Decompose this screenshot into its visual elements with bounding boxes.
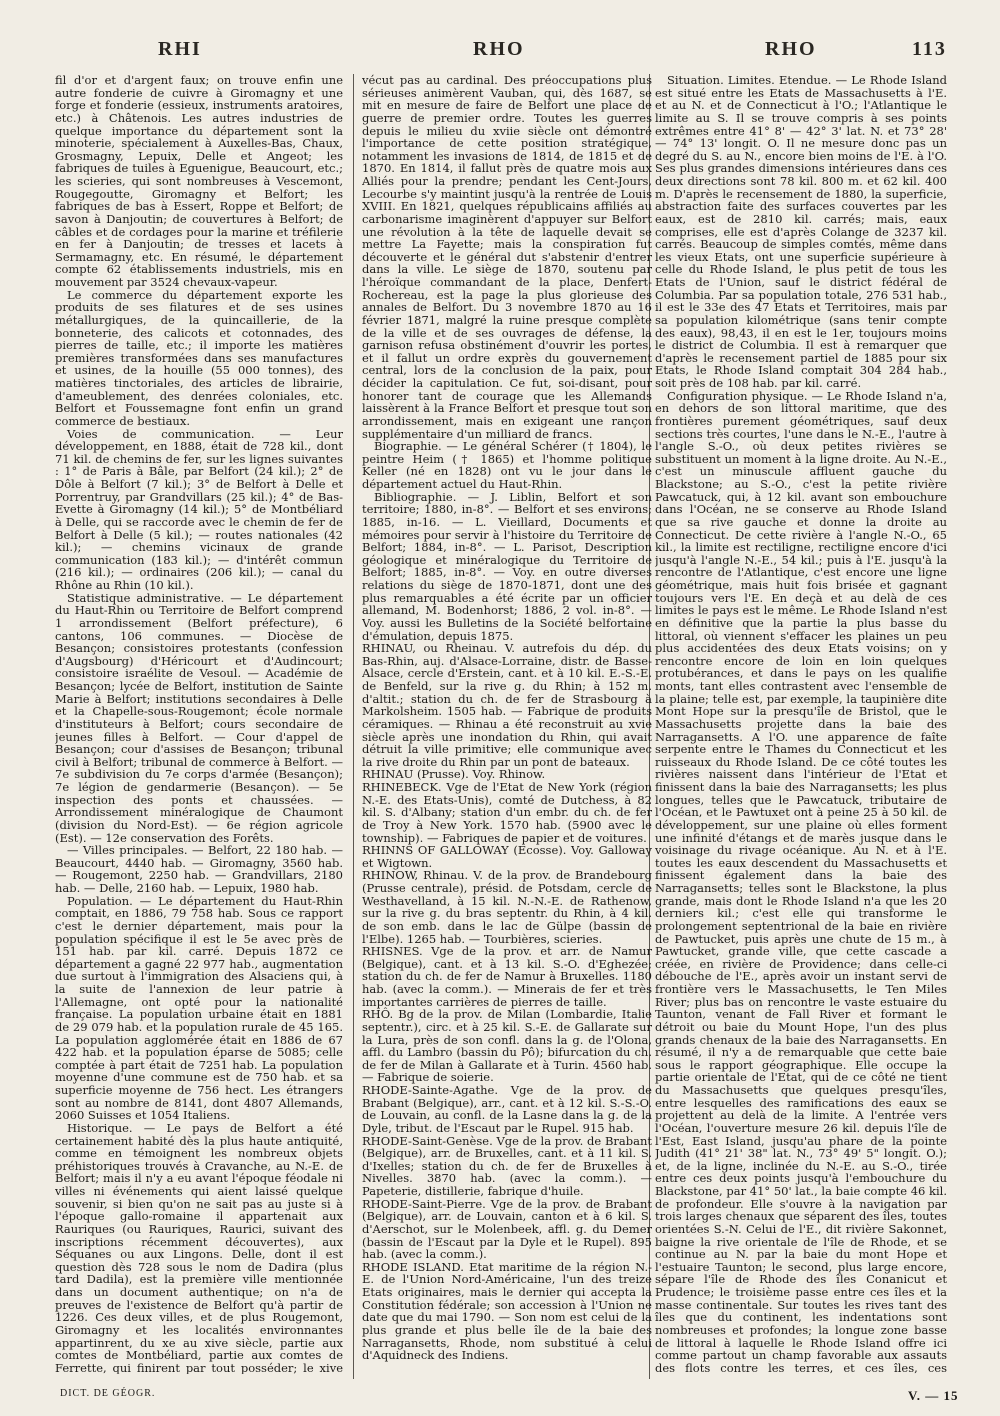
text-column-1 <box>55 74 343 1374</box>
paragraph-history-cont: vécut pas au cardinal. Des préoccupations plus sérieuses animèrent Vauban, qui, dès 1687, se mit en mesure de faire de Belfort une place de guerre de premier ordre. Toutes les guerres depuis le milieu du xviie siècle ont démontré l'importance de cette position stratégique, notamment les invasions de 1814, de 1815 et de 1870. En 1814, il fallut près de quatre mois aux Alliés pour la prendre; pendant les Cent-Jours, Lecourbe s'y maintint jusqu'à la rentrée de Louis XVIII. En 1821, quelques républicains affiliés au carbonarisme imaginèrent d'appuyer sur Belfort une révolution à la tête de laquelle devait se mettre La Fayette; mais la conspiration fut découverte et le général dut s'abstenir d'entrer dans la ville. Le siège de 1870, soutenu par l'héroïque commandant de la place, Denfert-Rochereau, est la page la plus glorieuse des annales de Belfort. Du 3 novembre 1870 au 16 février 1871, malgré la ruine presque complète de la ville et de ses ouvrages de défense, la garnison refusa obstinément d'ouvrir les portes, et il fallut un ordre exprès du gouvernement central, lors de la conclusion de la paix, pour décider la capitulation. Ce fut, soi-disant, pour honorer tant de courage que les Allemands laissèrent à la France Belfort et presque tout son arrondissement, mais en exigeant une rançon supplémentaire d'un milliard de francs. <box>362 74 652 441</box>
text-column-2 <box>362 74 652 1374</box>
paragraph-bibliography: Bibliographie. — J. Liblin, Belfort et son territoire; 1880, in-8°. — Belfort et ses environs; 1885, in-16. — L. Vieillard, Documents et mémoires pour servir à l'histoire du Territoire de Belfort; 1884, in-8°. — L. Parisot, Description géologique et minéralogique du Territoire de Belfort; 1885, in-8°. — Voy. en outre diverses relations du siège de 1870-1871, dont une des plus remarquables a été écrite par un officier allemand, M. Bodenhorst; 1886, 2 vol. in-8°. — Voy. aussi les Bulletins de la Société belfortaine d'émulation, depuis 1875. <box>362 489 652 643</box>
paragraph-biography: Biographie. — Le général Schérer († 1804), le peintre Heim († 1865) et l'homme politique Keller (né en 1828) ont vu le jour dans le département actuel du Haut-Rhin. <box>362 439 652 491</box>
entry-rhinau: RHINAU, ou Rheinau. V. autrefois du dép. du Bas-Rhin, auj. d'Alsace-Lorraine, distr. de Basse-Alsace, cercle d'Erstein, cant. et à 10 kil. E.-S.-E. de Benfeld, sur la rive g. du Rhin; à 152 m. d'altit.; station du ch. de fer de Strasbourg à Markolsheim. 1505 hab. — Fabrique de produits céramiques. — Rhinau a été reconstruit au xvie siècle après une inondation du Rhin, qui avait détruit la ville primitive; elle communique avec la rive droite du Rhin par un pont de bateaux. <box>362 641 652 769</box>
footer-left: DICT. DE GÉOGR. <box>60 1388 156 1399</box>
footer-signature: V. — 15 <box>908 1388 959 1403</box>
entry-rhode-island: RHODE ISLAND. Etat maritime de la région N.-E. de l'Union Nord-Américaine, l'un des treize Etats originaires, mais le dernier qui accepta la Constitution fédérale; son accession à l'Union ne date que du mai 1790. — Son nom est celui de la plus grande et plus belle île de la baie des Narragansetts, Rhode, nom substitué à celui d'Aquidneck des Indiens. <box>362 1259 652 1363</box>
entry-rhinow: RHINOW, Rhinau. V. de la prov. de Brandebourg (Prusse centrale), présid. de Potsdam, cercle de Westhavelland, à 15 kil. N.-N.-E. de Rathenow, sur la rive g. du bras septentr. du Rhin, à 4 kil. de son emb. dans le lac de Gülpe (bassin de l'Elbe). 1265 hab. — Tourbières, scieries. <box>362 868 652 946</box>
paragraph-commerce: Le commerce du département exporte les produits de ses filatures et de ses usines métallurgiques, de la quincaillerie, de la bonneterie, des calicots et cotonnades, des pierres de taille, etc.; il importe les matières premières transformées dans ses manufactures et usines, de la houille (55 000 tonnes), des matières tinctoriales, des articles de librairie, d'ameublement, des denrées coloniales, etc. Belfort et Foussemagne font enfin un grand commerce de bestiaux. <box>55 287 343 428</box>
running-head-center: RHO <box>473 38 525 60</box>
text-column-3 <box>655 74 947 1374</box>
entry-rhinebeck: RHINEBECK. Vge de l'Etat de New York (région N.-E. des Etats-Unis), comté de Dutchess, à 82 kil. S. d'Albany; station d'un embr. du ch. de fer de Troy à New York. 1570 hab. (5900 avec le township). — Fabriques de papier et de voitures. <box>362 780 652 845</box>
entry-rhode-sainte-agathe: RHODE-Sainte-Agathe. Vge de la prov. de Brabant (Belgique), arr., cant. et à 12 kil. S.-S.-O. de Louvain, au confl. de la Lasne dans la g. de la Dyle, tribut. de l'Escaut par le Rupel. 915 hab. <box>362 1083 652 1135</box>
paragraph-configuration: Configuration physique. — Le Rhode Island n'a, en dehors de son littoral maritime, que des frontières purement géométriques, sauf deux sections très courtes, l'une dans le N.-E., l'autre à l'angle S.-O., où deux petites rivières se substituent un moment à la ligne droite. Au N.-E., c'est un minuscule affluent gauche du Blackstone; au S.-O., c'est la petite rivière Pawcatuck, qui, à 12 kil. avant son embouchure dans l'Océan, ne se conserve au Rhode Island que sa rive gauche et donne la droite au Connecticut. De cette rivière à l'angle N.-O., 65 kil., la limite est rectiligne, rectiligne encore d'ici jusqu'à l'angle N.-E., 54 kil.; puis à l'E. jusqu'à la rencontre de l'Atlantique, c'est encore une ligne géométrique, mais huit fois brisée et gagnant toujours vers l'E. En deçà et au delà de ces limites le pays est le même. Le Rhode Island n'est en définitive que la partie la plus basse du littoral, où viennent s'effacer les plaines un peu plus accidentées des deux Etats voisins; on y rencontre encore de loin en loin quelques protubérances, et dans le pays on les qualifie monts, tant elles contrastent avec l'ensemble de la plaine; telle est, par exemple, la taupinière dite Mont Hope sur la presqu'île de Bristol, que le Massachusetts projette dans la baie des Narragansetts. A l'O. une apparence de faîte serpente entre le Thames du Connecticut et les ruisseaux du Rhode Island. De ce côté toutes les rivières naissent dans l'intérieur de l'Etat et finissent dans la baie des Narragansetts; les plus longues, telles que le Pawcatuck, tributaire de l'Océan, et le Pawtuxet ont à peine 25 à 50 kil. de développement, sur une plaine où elles forment une infinité d'étangs et de marès jusque dans le voisinage du rivage océanique. Au N. et à l'E. toutes les eaux descendent du Massachusetts et finissent également dans la baie des Narragansetts; telles sont le Blackstone, la plus grande, mais dont le Rhode Island n'a que les 20 derniers kil.; c'est elle qui transforme le prolongement septentrional de la baie en rivière de Pawtucket, puis après une chute de 15 m., à Pawtucket, grande ville, que cette cascade a créée, en rivière de Providence; dans celle-ci débouche de l'E., après avoir un instant servi de frontière vers le Massachusetts, le Ten Miles River; plus bas on rencontre le vaste estuaire du Taunton, venant de Fall River et formant le détroit ou baie du Mount Hope, l'un des plus grands chenaux de la baie des Narragansetts. En résumé, il n'y a de remarquable que cette baie sous le rapport géographique. Elle occupe la partie orientale de l'Etat, qui de ce côté ne tient du Massachusetts que quelques presqu'îles, entre lesquelles des ramifications des eaux se projettent au delà de la limite. A l'entrée vers l'Océan, l'ouverture mesure 26 kil. depuis l'île de l'Est, East Island, jusqu'au phare de la pointe Judith (41° 21' 38" lat. N., 73° 49' 5" longit. O.); et, de la ligne, inclinée du N.-E. au S.-O., tirée entre ces deux points jusqu'à l'embouchure du Blackstone, par 41° 50' lat., la baie compte 46 kil. de profondeur. Elle s'ouvre à la navigation par trois larges chenaux que séparent des îles, toutes orientées S.-N. Celui de l'E., dit rivière Sakonnet, baigne la rive orientale de l'île de Rhode, et se continue au N. par la baie du mont Hope et l'estuaire Taunton; le second, plus large encore, sépare l'île de Rhode des îles Conanicut et Prudence; le troisième passe entre ces îles et la masse continentale. Sur toutes les rives tant des îles que du continent, les indentations sont nombreuses et profondes; la longue zone basse de littoral à laquelle le Rhode Island offre ici comme partout un champ favorable aux assauts des flots contre les terres, et ces îles, ces <box>655 388 947 1374</box>
paragraph-towns: — Villes principales. — Belfort, 22 180 hab. — Beaucourt, 4440 hab. — Giromagny, 3560 hab. — Rougemont, 2250 hab. — Grandvillars, 2180 hab. — Delle, 2160 hab. — Lepuix, 1980 hab. <box>55 843 343 895</box>
column-rule-1 <box>353 74 354 1379</box>
running-head-right: RHO <box>765 38 817 60</box>
paragraph-situation: Situation. Limites. Etendue. — Le Rhode Island est situé entre les Etats de Massachusetts à l'E. et au N. et de Connecticut à l'O.; l'Atlantique le limite au S. Il se trouve compris à ses points extrêmes entre 41° 8' — 42° 3' lat. N. et 73° 28' — 74° 13' longit. O. Il ne mesure donc pas un degré du S. au N., encore bien moins de l'E. à l'O. Ses plus grandes dimensions intérieures dans ces deux directions sont 78 kil. 800 m. et 62 kil. 400 m. D'après le recensement de 1880, la superficie, abstraction faite des surfaces couvertes par les eaux, est de 2810 kil. carrés; mais, eaux comprises, elle est d'après Colange de 3237 kil. carrés. Beaucoup de simples comtés, même dans les vieux Etats, ont une superficie supérieure à celle du Rhode Island, le plus petit de tous les Etats de l'Union, sauf le district fédéral de Columbia. Par sa population totale, 276 531 hab., il est le 33e des 47 Etats et Territoires, mais par sa population kilométrique (sans tenir compte des eaux), 98,43, il en est le 1er, toujours moins le district de Columbia. Il est à remarquer que d'après le recensement partiel de 1885 pour six Etats, le Rhode Island comptait 304 284 hab., soit près de 108 hab. par kil. carré. <box>655 74 947 390</box>
paragraph-industry: fil d'or et d'argent faux; on trouve enfin une autre fonderie de cuivre à Giromagny et une forge et fonderie (essieux, instruments aratoires, etc.) à Châtenois. Les autres industries de quelque importance du département sont la minoterie, spécialement à Auxelles-Bas, Chaux, Grosmagny, Lepuix, Delle et Angeot; les fabriques de tuiles à Eguenigue, Beaucourt, etc.; les scieries, qui sont nombreuses à Vescemont, Rougegoutte, Giromagny et Belfort; les fabriques de bas à Essert, Roppe et Belfort; de savon à Danjoutin; de couvertures à Belfort; de câbles et de cordages pour la marine et tréfilerie en fer à Danjoutin; de tresses et lacets à Sermamagny, etc. En résumé, le département compte 62 établissements industriels, mis en mouvement par 3524 chevaux-vapeur. <box>55 74 343 289</box>
paragraph-administration: Statistique administrative. — Le département du Haut-Rhin ou Territoire de Belfort comprend 1 arrondissement (Belfort préfecture), 6 cantons, 106 communes. — Diocèse de Besançon; consistoires protestants (confession d'Augsbourg) d'Héricourt et d'Audincourt; consistoire israélite de Vesoul. — Académie de Besançon; lycée de Belfort, institution de Sainte Marie à Belfort; institutions secondaires à Delle et la Chapelle-sous-Rougemont; école normale d'instituteurs à Belfort; cours secondaire de jeunes filles à Belfort. — Cour d'appel de Besançon; cour d'assises de Besançon; tribunal civil à Belfort; tribunal de commerce à Belfort. — 7e subdivision du 7e corps d'armée (Besançon); 7e légion de gendarmerie (Besançon). — 5e inspection des ponts et chaussées. — Arrondissement minéralogique de Chaumont (division du Nord-Est). — 6e région agricole (Est). — 12e conservation des Forêts. <box>55 590 343 845</box>
entry-rho: RHÔ. Bg de la prov. de Milan (Lombardie, Italie septentr.), circ. et à 25 kil. S.-E. de Gallarate sur la Lura, près de son confl. dans la g. de l'Olona, affl. du Lambro (bassin du Pô); bifurcation du ch. de fer de Milan à Gallarate et à Turin. 4560 hab. — Fabrique de soierie. <box>362 1007 652 1085</box>
paragraph-population: Population. — Le département du Haut-Rhin comptait, en 1886, 79 758 hab. Sous ce rapport c'est le dernier département, mais pour la population spécifique il est le 5e avec près de 151 hab. par kil. carré. Depuis 1872 ce département a gagné 22 977 hab., augmentation due surtout à l'immigration des Alsaciens qui, à la suite de l'annexion de leur patrie à l'Allemagne, ont opté pour la nationalité française. La population urbaine était en 1881 de 29 079 hab. et la population rurale de 45 165. La population agglomérée était en 1886 de 67 422 hab. et la population éparse de 5085; celle comptée à part était de 7251 hab. La population moyenne d'une commune est de 750 hab. et sa superficie moyenne de 756 hect. Les étrangers sont au nombre de 8141, dont 4807 Allemands, 2060 Suisses et 1054 Italiens. <box>55 893 343 1123</box>
entry-rhinau-prusse: RHINAU (Prusse). Voy. Rhinow. <box>362 767 546 782</box>
entry-rhode-saint-pierre: RHODE-Saint-Pierre. Vge de la prov. de Brabant (Belgique), arr. de Louvain, canton et à 6 kil. S. d'Aerschot, sur le Molenbeek, affl. g. du Demer (bassin de l'Escaut par la Dyle et le Rupel). 895 hab. (avec la comm.). <box>362 1196 652 1262</box>
paragraph-history: Historique. — Le pays de Belfort a été certainement habité dès la plus haute antiquité, comme en témoignent les nombreux objets préhistoriques trouvés à Cravanche, au N.-E. de Belfort; mais il n'y a eu avant l'époque féodale ni villes ni événements qui aient laissé quelque souvenir, si bien qu'on ne sait pas au juste si à l'époque gallo-romaine il appartenait aux Rauriques (ou Rauriques, Raurici, suivant des inscriptions récemment découvertes), aux Séquanes ou aux Lingons. Delle, dont il est question dès 728 sous le nom de Dadira (plus tard Dadila), est la première ville mentionnée dans un document authentique; on n'a de preuves de l'existence de Belfort qu'à partir de 1226. Ces deux villes, et de plus Rougemont, Giromagny et les localités environnantes appartinrent, du xe au xive siècle, partie aux comtes de Montbéliard, partie aux comtes de Ferrette, qui finirent par tout posséder; le xive <box>55 1120 343 1374</box>
running-head-left: RHI <box>158 38 202 60</box>
paragraph-communications: Voies de communication. — Leur développement, en 1888, était de 728 kil., dont 71 kil. de chemins de fer, sur les lignes suivantes : 1° de Paris à Bâle, par Belfort (24 kil.); 2° de Dôle à Belfort (7 kil.); 3° de Belfort à Delle et Porrentruy, par Grandvillars (25 kil.); 4° de Bas-Evette à Giromagny (14 kil.); 5° de Montbéliard à Delle, qui se raccorde avec le chemin de fer de Belfort à Delle (5 kil.); — routes nationales (42 kil.); — chemins vicinaux de grande communication (183 kil.); — d'intérêt commun (216 kil.); — ordinaires (206 kil.); — canal du Rhône au Rhin (10 kil.). <box>55 426 343 592</box>
entry-rhisnes: RHISNES. Vge de la prov. et arr. de Namur (Belgique), cant. et à 13 kil. S.-O. d'Eghezée; station du ch. de fer de Namur à Bruxelles. 1180 hab. (avec la comm.). — Minerais de fer et très importantes carrières de pierres de taille. <box>362 944 652 1009</box>
entry-rhode-saint-genese: RHODE-Saint-Genèse. Vge de la prov. de Brabant (Belgique), arr. de Bruxelles, cant. et à 11 kil. S. d'Ixelles; station du ch. de fer de Bruxelles à Nivelles. 3870 hab. (avec la comm.). — Papeterie, distillerie, fabrique d'huile. <box>362 1133 652 1198</box>
page-number: 113 <box>912 38 947 60</box>
entry-rhinns-of-galloway: RHINNS OF GALLOWAY (Ecosse). Voy. Galloway et Wigtown. <box>362 843 652 870</box>
